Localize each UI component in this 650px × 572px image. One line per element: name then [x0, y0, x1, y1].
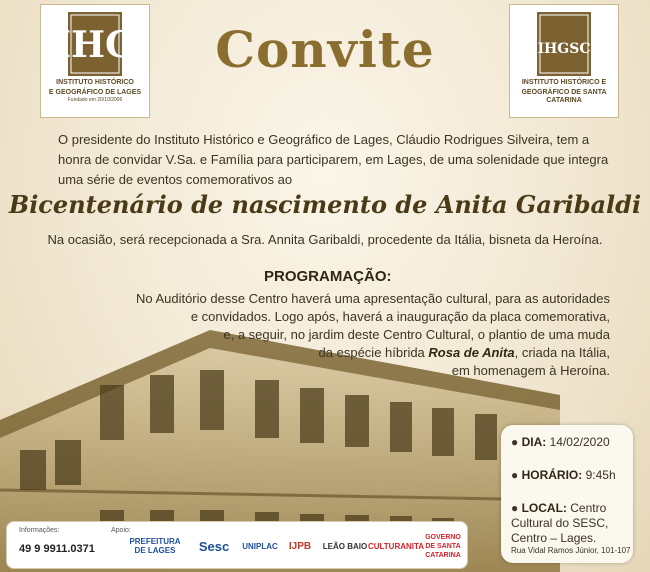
sponsor-uniplac-logo: UNIPLAC [242, 541, 278, 551]
ihgl-caption-2: E GEOGRÁFICO DE LAGES [48, 89, 142, 96]
phone-number: 49 9 9911.0371 [19, 543, 95, 555]
location-label: LOCAL: [521, 501, 567, 515]
ihgl-caption-1: INSTITUTO HISTÓRICO [56, 79, 134, 86]
location-row: ● LOCAL: Centro Cultural do SESC, Centro – Lages. [511, 501, 609, 545]
location-value: Centro [570, 501, 607, 515]
program-line-rosa [319, 344, 610, 362]
svg-text:IHG: IHG [54, 24, 136, 66]
intro-paragraph: O presidente do Instituto Histórico e Geográfico de Lages, Cláudio Rodrigues Silveira, tem a honra de convidar V.Sa. e Família para participarem, em Lages, de uma solenidade que integra uma série de eventos comemorativos ao [58, 132, 609, 187]
info-label: Informações: [19, 527, 60, 534]
sponsor-prefeitura-lages-logo: PREFEITURA DE LAGES [129, 537, 181, 555]
time-row: ● HORÁRIO: 9:45h [511, 468, 616, 482]
date-label: DIA: [521, 435, 547, 449]
ihgl-founded: Fundado em 20/10/2006 [67, 97, 123, 103]
location-value: Cultural do SESC, [511, 516, 609, 530]
program-line4-before: da espécie híbrida [318, 345, 429, 360]
svg-text:IHGSC: IHGSC [537, 41, 591, 57]
program-line4-after: , criada na Itália, [514, 345, 610, 360]
ihgsc-caption-2: GEOGRÁFICO DE SANTA CATARINA [521, 89, 607, 104]
footer-sponsors [6, 521, 468, 569]
sponsor-ijpb-logo: IJPB [288, 540, 312, 552]
address: Rua Vidal Ramos Júnior, 101-107 [511, 546, 631, 555]
date-value: 14/02/2020 [549, 435, 610, 449]
time-value: 9:45h [585, 468, 616, 482]
time-label: HORÁRIO: [521, 468, 583, 482]
sponsor-sesc-logo: Sesc [198, 538, 230, 554]
program-line: No Auditório desse Centro haverá uma apresentação cultural, para as autoridades [135, 291, 610, 306]
ihgsc-caption-1: INSTITUTO HISTÓRICO E [521, 79, 607, 86]
rosa-de-anita-emphasis: Rosa de Anita [428, 345, 515, 360]
program-line: e convidados. Logo após, haverá a inauguração da placa comemorativa, [190, 309, 610, 324]
sponsor-leao-baio-logo: LEÃO BAIO [322, 541, 368, 551]
location-value: Centro – Lages. [511, 531, 597, 545]
invitation-title: Convite [215, 20, 435, 79]
event-info-card [501, 425, 633, 563]
program-line: em homenagem à Heroína. [451, 363, 610, 378]
program-title: PROGRAMAÇÃO: [264, 268, 392, 285]
occasion-text: Na ocasião, será recepcionada a Sra. Annita Garibaldi, procedente da Itália, bisneta da Heroína. [47, 232, 603, 247]
program-line: e, a seguir, no jardim deste Centro Cultural, o plantio de uma muda [223, 327, 610, 342]
sponsor-santa-catarina-logo: GOVERNO DE SANTA CATARINA [425, 533, 461, 559]
event-headline: Bicentenário de nascimento de Anita Garibaldi [8, 190, 642, 219]
date-row: ● DIA: 14/02/2020 [511, 435, 610, 449]
support-label: Apoio: [111, 527, 131, 534]
sponsor-culturanita-logo: CULTURANITA [367, 541, 425, 551]
